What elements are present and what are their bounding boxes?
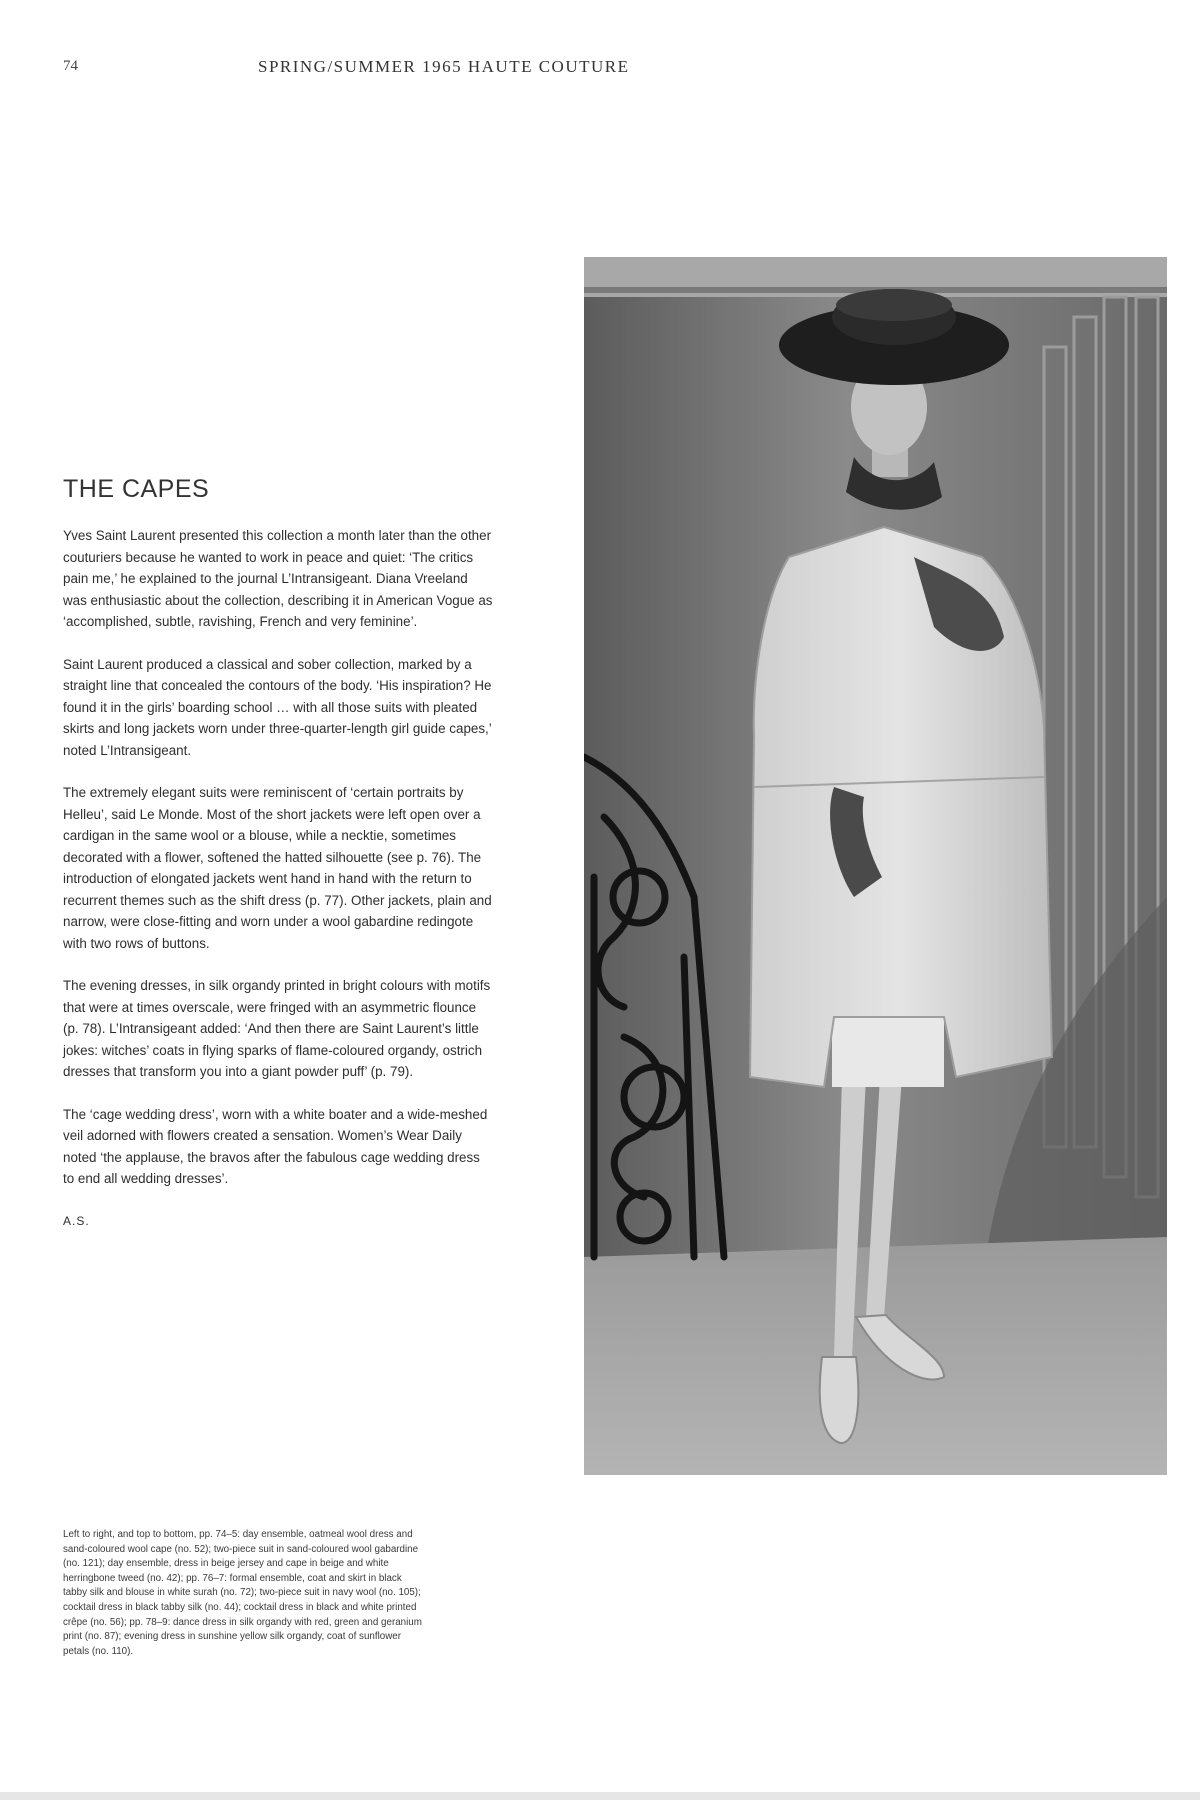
page-number: 74 <box>63 58 78 74</box>
paragraph-4: The evening dresses, in silk organdy printed in bright colours with motifs that were at times overscale, were fringed with an asymmetric flounce (p. 78). L’Intransigeant added: ‘And then there are Saint Laurent’s little jokes: witches’ coats in flying sparks of flame-coloured organdy, ostrich dresses that transform you into a giant powder puff’ (p. 79). <box>63 978 491 1079</box>
paragraph-5: The ‘cage wedding dress’, worn with a white boater and a wide-meshed veil adorned with flowers created a sensation. Women’s Wear Daily noted ‘the applause, the bravos after the fabulous cage wedding dress to end all wedding dresses’. <box>63 1106 488 1186</box>
fashion-photograph <box>584 257 1167 1475</box>
dress-hem <box>832 1017 944 1087</box>
article-title: THE CAPES <box>63 475 210 503</box>
photo-caption: Left to right, and top to bottom, pp. 74–5: day ensemble, oatmeal wool dress and sand-coloured wool cape (no. 52); two-piece suit in sand-coloured wool gabardine (no. 121); day ensemble, dress in beige jersey and cape in beige and white herringbone tweed (no. 42); pp. 76–7: formal ensemble, coat and skirt in black tabby silk and blouse in white surah (no. 72); two-piece suit in navy wool (no. 105); cocktail dress in black tabby silk (no. 44); cocktail dress in black and white printed crêpe (no. 56); pp. 78–9: dance dress in silk organdy with red, green and geranium print (no. 87); evening dress in sunshine yellow silk organdy, coat of sunflower petals (no. 110). <box>63 1529 422 1657</box>
cape <box>750 527 1052 1087</box>
author-signature: A.S. <box>63 1213 90 1228</box>
paragraph-3: The extremely elegant suits were reminiscent of ‘certain portraits by Helleu’, said Le Monde. Most of the short jackets were left open over a cardigan in the same wool or a blouse, while a necktie, sometimes decorated with a flower, softened the hatted silhouette (see p. 76). The introduction of elongated jackets went hand in hand with the return to recurrent themes such as the shift dress (p. 77). Other jackets, plain and narrow, were close-fitting and worn under a wool gabardine redingote with two rows of buttons. <box>63 785 492 951</box>
paragraph-2: Saint Laurent produced a classical and sober collection, marked by a straight line that concealed the contours of the body. ‘His inspiration? He found it in the girls’ boarding school … with all those suits with pleated skirts and long jackets worn under three-quarter-length girl guide capes,’ noted L’Intransigeant. <box>63 656 492 758</box>
paragraph-1: Yves Saint Laurent presented this collection a month later than the other couturiers because he wanted to work in peace and quiet: ‘The critics pain me,’ he explained to the journal L’Intransigeant. Diana Vreeland was enthusiastic about the collection, describing it in American Vogue as ‘accomplished, subtle, ravishing, French and very feminine’. <box>63 528 493 629</box>
running-head: SPRING/SUMMER 1965 HAUTE COUTURE <box>258 57 630 76</box>
article-body <box>63 525 493 1232</box>
page-bottom-edge <box>0 1792 1200 1800</box>
